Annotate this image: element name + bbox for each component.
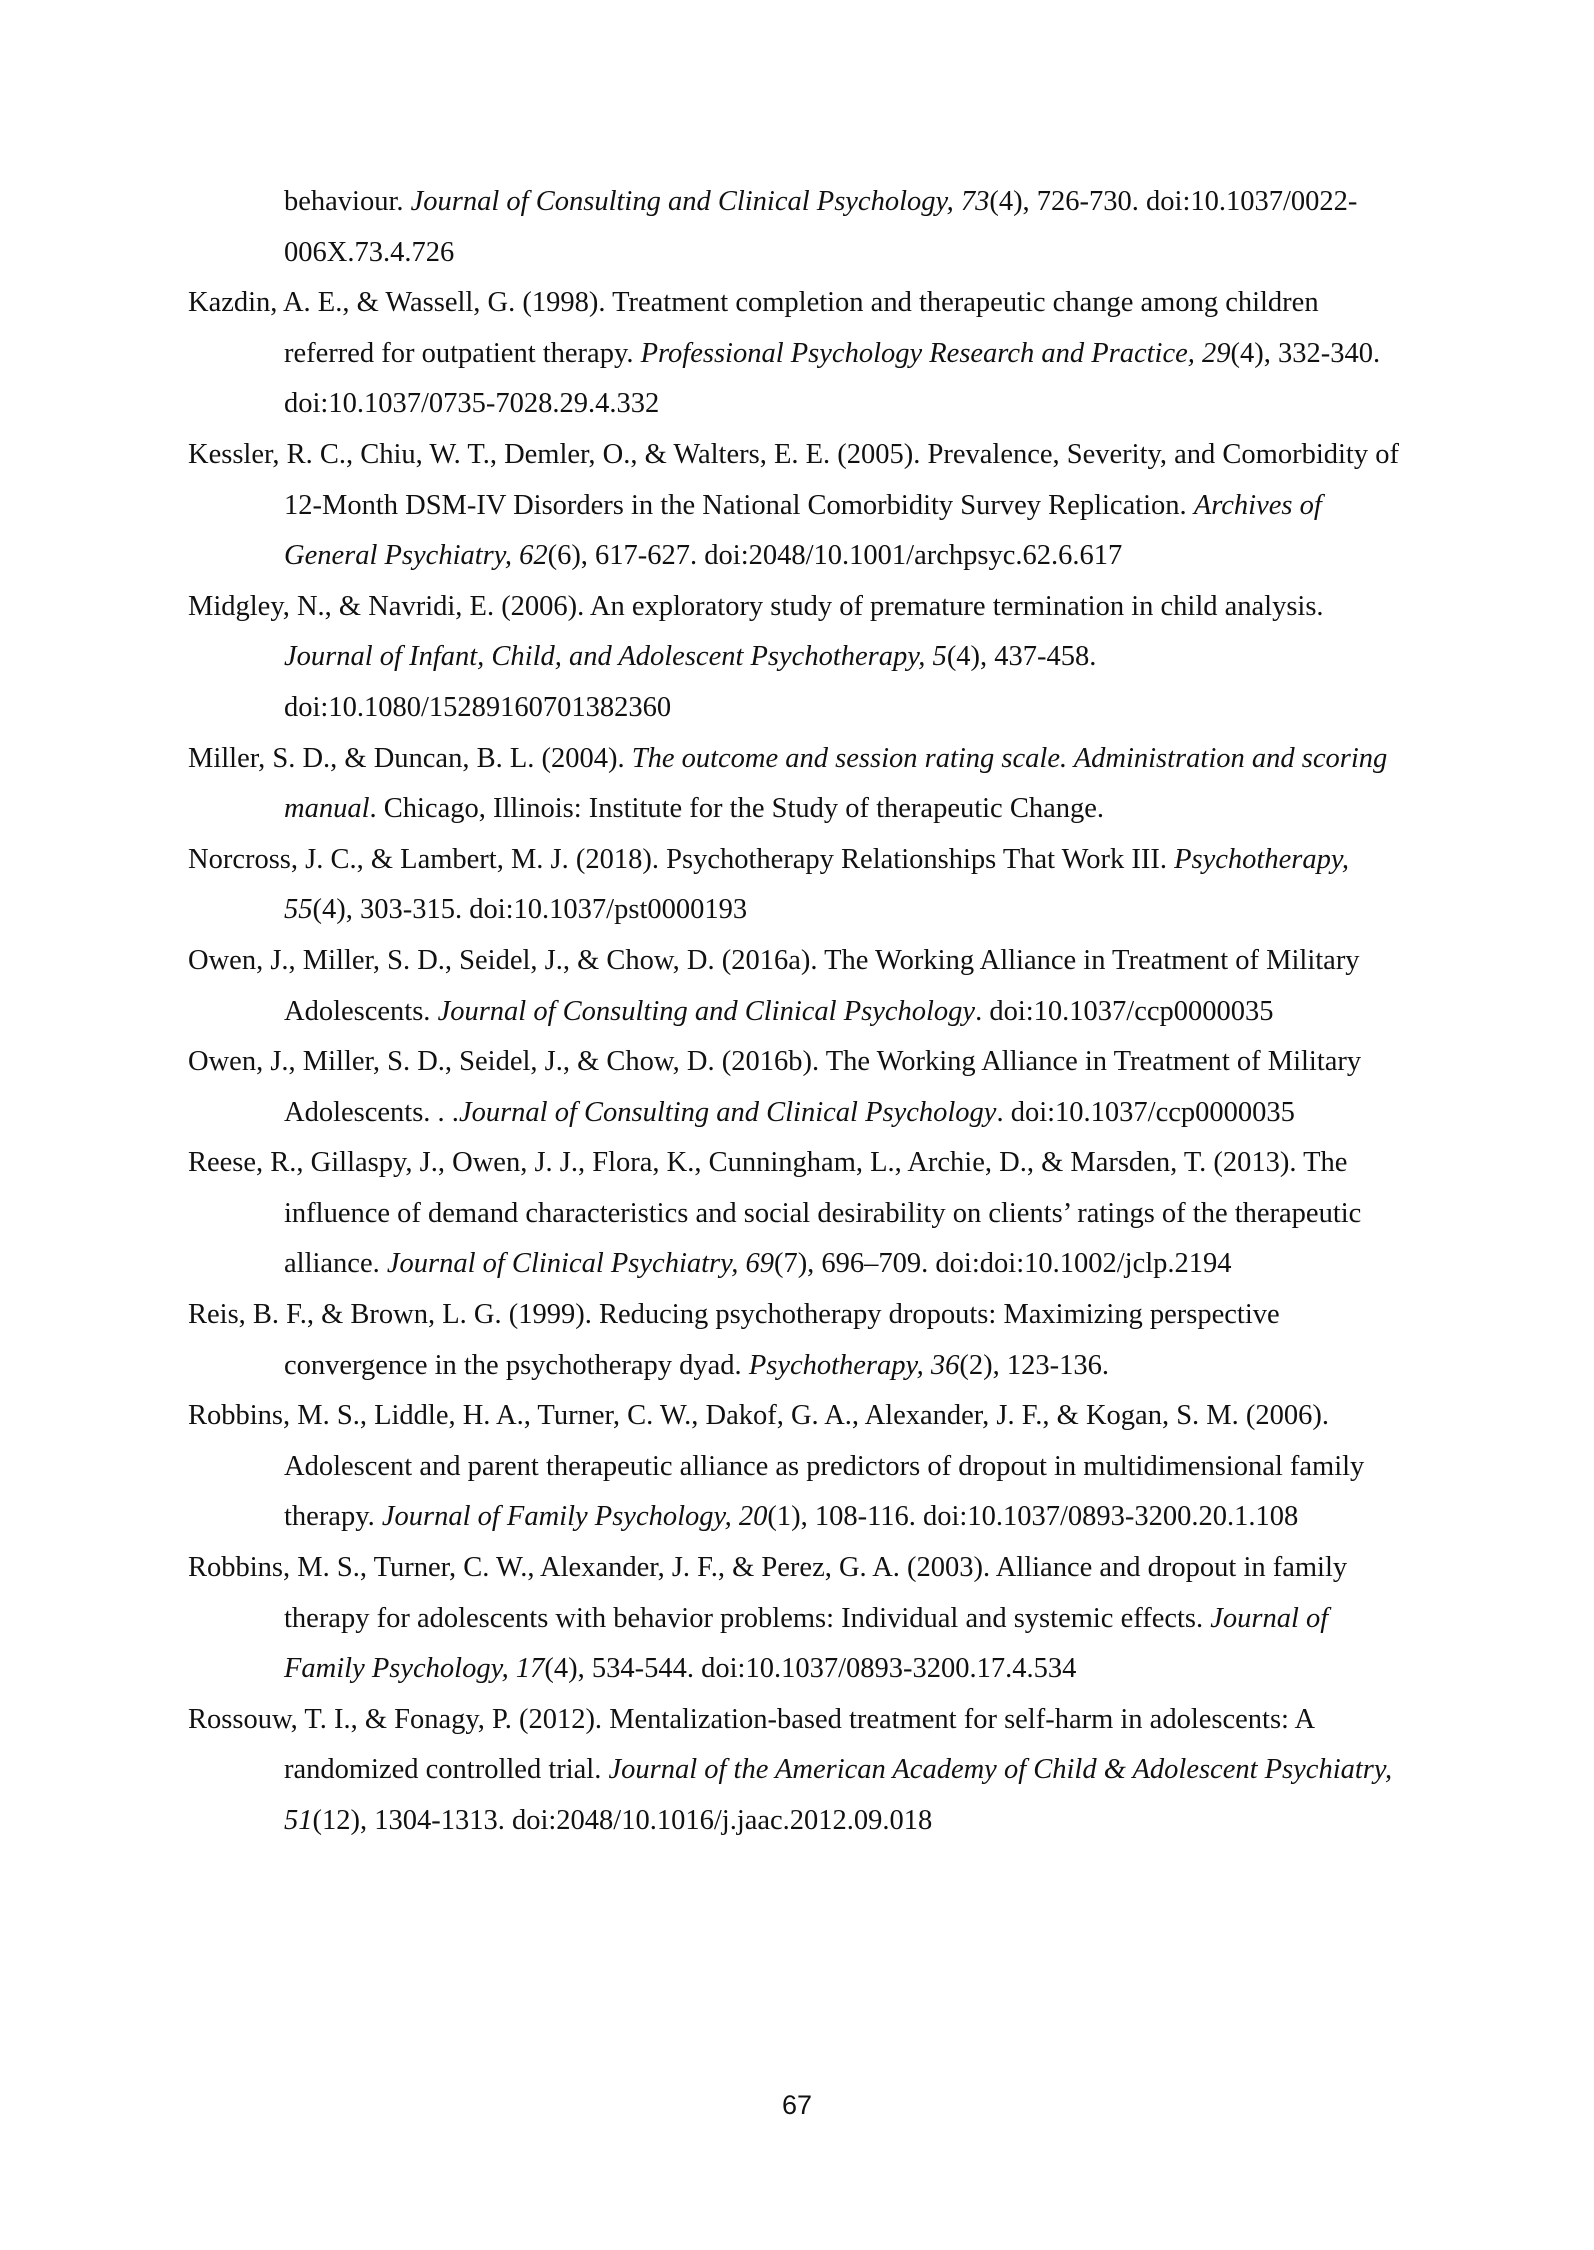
reference-source: Psychotherapy, 36	[748, 1349, 960, 1381]
reference-entry	[188, 1695, 1408, 1847]
reference-title: The Working Alliance in Treatment of Military Adolescents. . .	[284, 1046, 1362, 1128]
reference-details: (4), 303-315. doi:10.1037/pst0000193	[312, 894, 748, 926]
reference-source: Journal of Consulting and Clinical Psychology	[437, 995, 976, 1027]
reference-title: Mentalization-based treatment for self-harm in adolescents: A randomized controlled trial.	[284, 1703, 1314, 1786]
reference-source: Journal of Family Psychology, 20	[381, 1501, 768, 1533]
reference-title: The Working Alliance in Treatment of Military Adolescents.	[284, 944, 1360, 1027]
reference-authors: Owen, J., Miller, S. D., Seidel, J., & Chow, D. (2016b).	[188, 1046, 826, 1078]
reference-title: The influence of demand characteristics and social desirability on clients’ ratings of the therapeutic alliance.	[284, 1147, 1362, 1280]
reference-title: Treatment completion and therapeutic change among children referred for outpatient therapy.	[284, 287, 1319, 369]
reference-source: Journal of Infant, Child, and Adolescent Psychotherapy, 5	[284, 641, 947, 673]
reference-title: Prevalence, Severity, and Comorbidity of 12-Month DSM-IV Disorders in the National Comorbidity Survey Replication.	[284, 438, 1399, 521]
reference-title: Psychotherapy Relationships That Work III.	[666, 843, 1175, 875]
reference-authors: Owen, J., Miller, S. D., Seidel, J., & Chow, D. (2016a).	[188, 944, 825, 976]
reference-source: The outcome and session rating scale. Administration and scoring manual	[284, 742, 1388, 825]
reference-authors: Midgley, N., & Navridi, E. (2006).	[188, 590, 590, 622]
reference-source: Psychotherapy, 55	[284, 843, 1350, 926]
reference-entry	[188, 734, 1408, 835]
reference-authors: Reese, R., Gillaspy, J., Owen, J. J., Flora, K., Cunningham, L., Archie, D., & Marsden, T. (2013).	[188, 1147, 1304, 1179]
reference-details: (7), 696–709. doi:doi:10.1002/jclp.2194	[773, 1248, 1232, 1280]
reference-title: Adolescent and parent therapeutic alliance as predictors of dropout in multidimensional family therapy.	[284, 1450, 1365, 1533]
reference-details: (12), 1304-1313. doi:2048/10.1016/j.jaac.2012.09.018	[312, 1805, 933, 1836]
reference-source: Archives of General Psychiatry, 62	[284, 489, 1322, 572]
reference-source: Professional Psychology Research and Practice, 29	[640, 337, 1231, 369]
reference-entry	[188, 278, 1408, 430]
reference-entry	[188, 1037, 1408, 1138]
reference-entry	[188, 582, 1408, 734]
reference-title: An exploratory study of premature termination in child analysis.	[589, 590, 1324, 622]
reference-source: Journal of Clinical Psychiatry, 69	[386, 1248, 774, 1280]
reference-entry	[188, 430, 1408, 582]
reference-authors: Rossouw, T. I., & Fonagy, P. (2012).	[188, 1703, 610, 1735]
reference-title: behaviour.	[284, 186, 411, 217]
reference-details: (6), 617-627. doi:2048/10.1001/archpsyc.62.6.617	[547, 540, 1123, 572]
reference-authors: Reis, B. F., & Brown, L. G. (1999).	[188, 1299, 599, 1331]
reference-entry	[188, 1391, 1408, 1543]
reference-title: Alliance and dropout in family therapy for adolescents with behavior problems: Individual and systemic effects.	[284, 1552, 1348, 1634]
reference-entry	[188, 1543, 1408, 1695]
reference-authors: Robbins, M. S., Turner, C. W., Alexander, J. F., & Perez, G. A. (2003).	[188, 1552, 996, 1584]
reference-authors: Robbins, M. S., Liddle, H. A., Turner, C. W., Dakof, G. A., Alexander, J. F., & Kogan, S. M. (2006).	[188, 1400, 1330, 1432]
reference-source: Journal of Family Psychology, 17	[284, 1602, 1329, 1685]
reference-entry	[188, 835, 1408, 936]
reference-title: Reducing psychotherapy dropouts: Maximizing perspective convergence in the psychotherapy dyad.	[284, 1299, 1280, 1381]
reference-details: . Chicago, Illinois: Institute for the Study of therapeutic Change.	[369, 793, 1105, 825]
reference-details: (4), 534-544. doi:10.1037/0893-3200.17.4.534	[544, 1653, 1077, 1685]
reference-entry	[188, 1138, 1408, 1290]
reference-details: (1), 108-116. doi:10.1037/0893-3200.20.1.108	[767, 1501, 1299, 1533]
reference-details: (4), 726-730. doi:10.1037/0022-006X.73.4.726	[284, 186, 1358, 268]
reference-list	[188, 177, 1408, 1847]
reference-entry	[188, 936, 1408, 1037]
reference-authors: Norcross, J. C., & Lambert, M. J. (2018).	[188, 843, 667, 875]
reference-details: (4), 437-458. doi:10.1080/15289160701382360	[284, 641, 1097, 723]
reference-details: . doi:10.1037/ccp0000035	[996, 1096, 1295, 1128]
page-number: 67	[781, 2090, 813, 2120]
reference-authors: Miller, S. D., & Duncan, B. L. (2004).	[188, 742, 632, 774]
reference-details: (4), 332-340. doi:10.1037/0735-7028.29.4.332	[284, 337, 1381, 420]
reference-source: Journal of Consulting and Clinical Psychology	[458, 1096, 997, 1128]
reference-entry	[188, 177, 1408, 278]
reference-source: Journal of Consulting and Clinical Psychology, 73	[410, 186, 990, 217]
reference-details: . doi:10.1037/ccp0000035	[975, 995, 1274, 1027]
reference-details: (2), 123-136.	[959, 1349, 1109, 1381]
reference-authors: Kessler, R. C., Chiu, W. T., Demler, O., & Walters, E. E. (2005).	[188, 438, 928, 470]
reference-entry	[188, 1290, 1408, 1391]
reference-source: Journal of the American Academy of Child & Adolescent Psychiatry, 51	[284, 1754, 1393, 1836]
reference-authors: Kazdin, A. E., & Wassell, G. (1998).	[188, 287, 613, 319]
